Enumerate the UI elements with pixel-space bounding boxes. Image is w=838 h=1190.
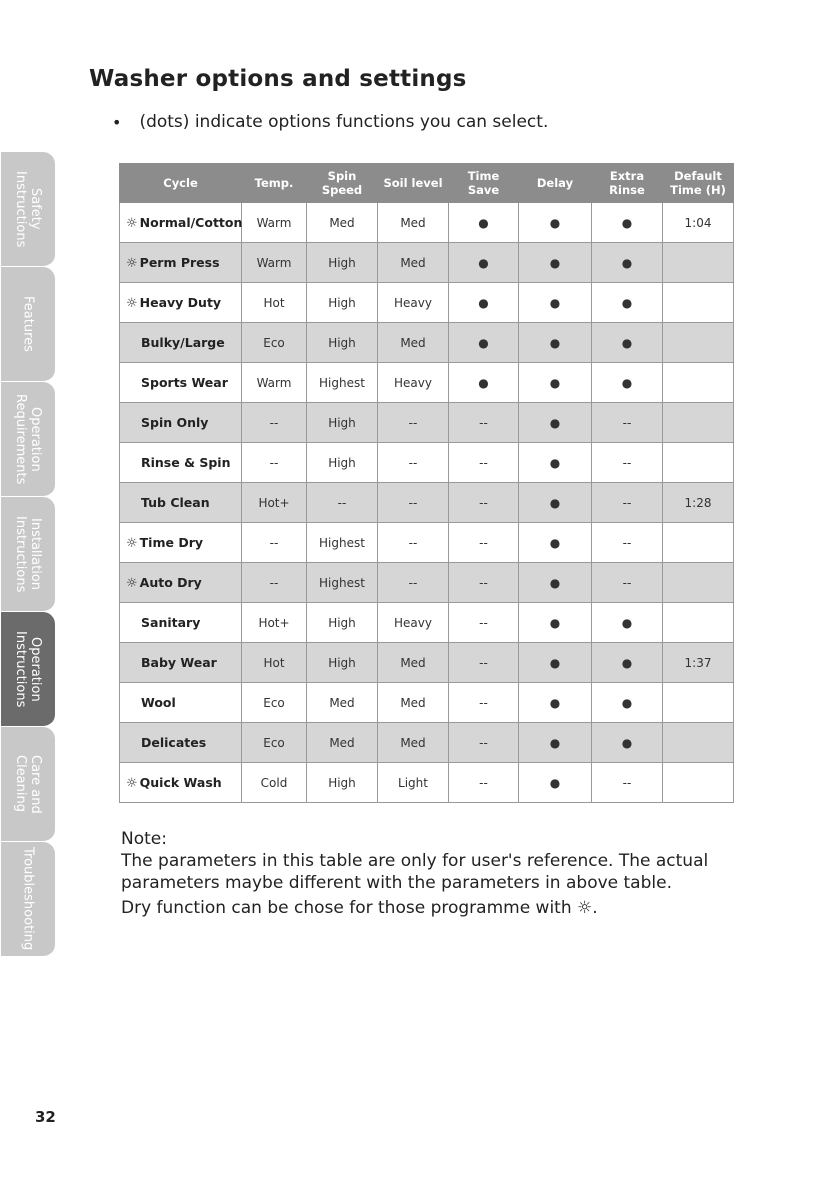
cell-spin-speed: High	[307, 403, 378, 443]
cell-cycle	[120, 323, 242, 363]
cell-default-time	[663, 723, 734, 763]
cell-spin-speed: High	[307, 603, 378, 643]
table-row	[120, 683, 734, 723]
tab-operation-instructions[interactable]	[1, 612, 55, 727]
tab-care-and-cleaning[interactable]	[1, 727, 55, 842]
cell-spin-speed: Med	[307, 723, 378, 763]
col-header-time-save: Time Save	[449, 164, 519, 203]
table-row	[120, 443, 734, 483]
cell-extra-rinse: --	[592, 763, 663, 803]
cell-time-save: --	[449, 723, 519, 763]
cell-temp: --	[242, 563, 307, 603]
page-title: Washer options and settings	[89, 66, 467, 92]
cell-soil-level: Med	[378, 723, 449, 763]
cell-extra-rinse: --	[592, 523, 663, 563]
cell-temp: Hot	[242, 643, 307, 683]
cell-time-save: --	[449, 643, 519, 683]
cell-spin-speed: High	[307, 283, 378, 323]
cell-cycle	[120, 643, 242, 683]
dry-sun-icon: ☼	[126, 215, 138, 231]
cell-soil-level: --	[378, 483, 449, 523]
cell-soil-level: Heavy	[378, 603, 449, 643]
cell-temp: Warm	[242, 243, 307, 283]
col-header-default-time: Default Time (H)	[663, 164, 734, 203]
intro-text: (dots) indicate options functions you can select.	[139, 112, 549, 132]
cell-temp: Warm	[242, 203, 307, 243]
cycle-name: Sanitary	[141, 615, 201, 630]
dry-sun-icon: ☼	[126, 535, 138, 551]
cell-default-time	[663, 603, 734, 643]
table-row	[120, 723, 734, 763]
cell-extra-rinse: ●	[592, 683, 663, 723]
dry-sun-icon: ☼	[126, 575, 138, 591]
dry-sun-icon: ☼	[126, 295, 138, 311]
tab-troubleshooting[interactable]	[1, 842, 55, 957]
cell-delay: ●	[519, 683, 592, 723]
cell-cycle	[120, 523, 242, 563]
cycle-name: Rinse & Spin	[141, 455, 231, 470]
cell-delay: ●	[519, 283, 592, 323]
cell-soil-level: Light	[378, 763, 449, 803]
cell-soil-level: Med	[378, 643, 449, 683]
col-header-spin-speed: Spin Speed	[307, 164, 378, 203]
cell-extra-rinse: ●	[592, 643, 663, 683]
cycle-name: Wool	[141, 695, 176, 710]
cell-delay: ●	[519, 643, 592, 683]
cycle-name: Baby Wear	[141, 655, 217, 670]
table-row	[120, 523, 734, 563]
cell-delay: ●	[519, 763, 592, 803]
table-row	[120, 483, 734, 523]
tab-label: Safety Instructions	[13, 170, 43, 248]
table-row	[120, 363, 734, 403]
cell-delay: ●	[519, 363, 592, 403]
cell-extra-rinse: --	[592, 403, 663, 443]
cell-spin-speed: Highest	[307, 523, 378, 563]
tab-safety-instructions[interactable]	[1, 152, 55, 267]
cell-time-save: --	[449, 483, 519, 523]
cell-default-time	[663, 323, 734, 363]
tab-label: Operation Requirements	[13, 393, 43, 485]
cell-temp: Hot+	[242, 603, 307, 643]
table-row	[120, 283, 734, 323]
cell-delay: ●	[519, 203, 592, 243]
cell-temp: --	[242, 443, 307, 483]
cell-time-save: --	[449, 403, 519, 443]
cell-delay: ●	[519, 523, 592, 563]
bullet-dot: •	[112, 112, 122, 132]
cell-soil-level: --	[378, 523, 449, 563]
cell-cycle	[120, 563, 242, 603]
cell-cycle	[120, 403, 242, 443]
col-header-temp: Temp.	[242, 164, 307, 203]
cell-spin-speed: High	[307, 323, 378, 363]
table-row	[120, 243, 734, 283]
cycle-name: Perm Press	[139, 254, 220, 270]
note-block	[121, 828, 771, 919]
cell-spin-speed: High	[307, 763, 378, 803]
cell-default-time: 1:28	[663, 483, 734, 523]
tab-label: Operation Instructions	[13, 630, 43, 708]
cell-spin-speed: High	[307, 643, 378, 683]
cell-soil-level: Med	[378, 243, 449, 283]
cell-extra-rinse: ●	[592, 203, 663, 243]
cell-spin-speed: Med	[307, 203, 378, 243]
table-header-row	[120, 164, 734, 203]
cell-temp: Eco	[242, 723, 307, 763]
cycle-name: Sports Wear	[141, 375, 228, 390]
cell-time-save: ●	[449, 203, 519, 243]
cell-spin-speed: Highest	[307, 563, 378, 603]
cell-temp: Warm	[242, 363, 307, 403]
cell-cycle	[120, 363, 242, 403]
cell-delay: ●	[519, 243, 592, 283]
cell-time-save: ●	[449, 323, 519, 363]
table-row	[120, 203, 734, 243]
cell-extra-rinse: --	[592, 483, 663, 523]
tab-features[interactable]	[1, 267, 55, 382]
cell-extra-rinse: ●	[592, 283, 663, 323]
table-row	[120, 323, 734, 363]
intro-line	[112, 112, 548, 132]
cell-soil-level: --	[378, 443, 449, 483]
cell-delay: ●	[519, 323, 592, 363]
tab-operation-requirements[interactable]	[1, 382, 55, 497]
cell-delay: ●	[519, 563, 592, 603]
cell-time-save: --	[449, 563, 519, 603]
cell-extra-rinse: ●	[592, 723, 663, 763]
cell-default-time	[663, 403, 734, 443]
table-row	[120, 563, 734, 603]
cell-delay: ●	[519, 443, 592, 483]
cycle-name: Tub Clean	[141, 495, 210, 510]
cell-default-time	[663, 283, 734, 323]
cell-soil-level: Heavy	[378, 283, 449, 323]
cell-extra-rinse: --	[592, 563, 663, 603]
tab-label: Features	[20, 296, 36, 352]
cell-soil-level: Med	[378, 323, 449, 363]
cell-cycle	[120, 683, 242, 723]
cell-time-save: --	[449, 523, 519, 563]
cell-default-time: 1:04	[663, 203, 734, 243]
cell-cycle	[120, 443, 242, 483]
cell-time-save: ●	[449, 243, 519, 283]
cell-temp: --	[242, 403, 307, 443]
note-line-1: The parameters in this table are only for user's reference. The actual parameters maybe different with the parameters in above table.	[121, 851, 709, 893]
cycle-name: Auto Dry	[139, 574, 202, 590]
dry-sun-icon: ☼	[126, 255, 138, 271]
table-row	[120, 603, 734, 643]
cell-temp: --	[242, 523, 307, 563]
cell-delay: ●	[519, 603, 592, 643]
table-row	[120, 763, 734, 803]
cell-default-time	[663, 763, 734, 803]
cycle-name: Heavy Duty	[139, 294, 222, 310]
cell-cycle	[120, 243, 242, 283]
cell-cycle	[120, 603, 242, 643]
cell-default-time	[663, 563, 734, 603]
cell-default-time	[663, 243, 734, 283]
table-row	[120, 403, 734, 443]
cell-spin-speed: --	[307, 483, 378, 523]
note-heading: Note:	[121, 829, 167, 849]
cycle-name: Time Dry	[139, 534, 204, 550]
cycle-name: Quick Wash	[139, 774, 222, 790]
cell-temp: Cold	[242, 763, 307, 803]
cycle-name: Delicates	[141, 735, 207, 750]
cell-soil-level: Heavy	[378, 363, 449, 403]
options-table	[119, 163, 734, 803]
cell-temp: Hot+	[242, 483, 307, 523]
cell-soil-level: --	[378, 403, 449, 443]
cell-soil-level: Med	[378, 203, 449, 243]
cell-temp: Eco	[242, 323, 307, 363]
cell-time-save: --	[449, 443, 519, 483]
cell-time-save: --	[449, 603, 519, 643]
cell-default-time	[663, 683, 734, 723]
tab-label: Troubleshooting	[20, 847, 36, 951]
cell-time-save: --	[449, 763, 519, 803]
cell-time-save: ●	[449, 283, 519, 323]
cell-cycle	[120, 723, 242, 763]
cell-spin-speed: High	[307, 243, 378, 283]
dry-sun-icon: ☼	[126, 775, 138, 791]
col-header-delay: Delay	[519, 164, 592, 203]
note-line-2: Dry function can be chose for those programme with ☼.	[121, 898, 598, 918]
cell-default-time	[663, 523, 734, 563]
cell-extra-rinse: ●	[592, 603, 663, 643]
cell-spin-speed: High	[307, 443, 378, 483]
cell-delay: ●	[519, 723, 592, 763]
cell-cycle	[120, 203, 242, 243]
cell-extra-rinse: --	[592, 443, 663, 483]
cell-cycle	[120, 483, 242, 523]
cell-delay: ●	[519, 403, 592, 443]
cell-spin-speed: Highest	[307, 363, 378, 403]
cell-default-time	[663, 443, 734, 483]
page-number: 32	[35, 1108, 56, 1126]
col-header-extra-rinse: Extra Rinse	[592, 164, 663, 203]
tab-installation-instructions[interactable]	[1, 497, 55, 612]
cell-time-save: ●	[449, 363, 519, 403]
cell-soil-level: --	[378, 563, 449, 603]
cell-default-time: 1:37	[663, 643, 734, 683]
cell-time-save: --	[449, 683, 519, 723]
cell-extra-rinse: ●	[592, 243, 663, 283]
cell-soil-level: Med	[378, 683, 449, 723]
cycle-name: Spin Only	[141, 415, 209, 430]
tab-label: Care and Cleaning	[13, 754, 43, 814]
cell-extra-rinse: ●	[592, 363, 663, 403]
cycle-name: Normal/Cotton	[139, 214, 243, 230]
cell-temp: Eco	[242, 683, 307, 723]
cycle-name: Bulky/Large	[141, 335, 225, 350]
cell-delay: ●	[519, 483, 592, 523]
table-row	[120, 643, 734, 683]
col-header-cycle: Cycle	[120, 164, 242, 203]
cell-temp: Hot	[242, 283, 307, 323]
cell-cycle	[120, 763, 242, 803]
col-header-soil-level: Soil level	[378, 164, 449, 203]
cell-spin-speed: Med	[307, 683, 378, 723]
cell-extra-rinse: ●	[592, 323, 663, 363]
tab-label: Installation Instructions	[13, 515, 43, 593]
cell-default-time	[663, 363, 734, 403]
cell-cycle	[120, 283, 242, 323]
